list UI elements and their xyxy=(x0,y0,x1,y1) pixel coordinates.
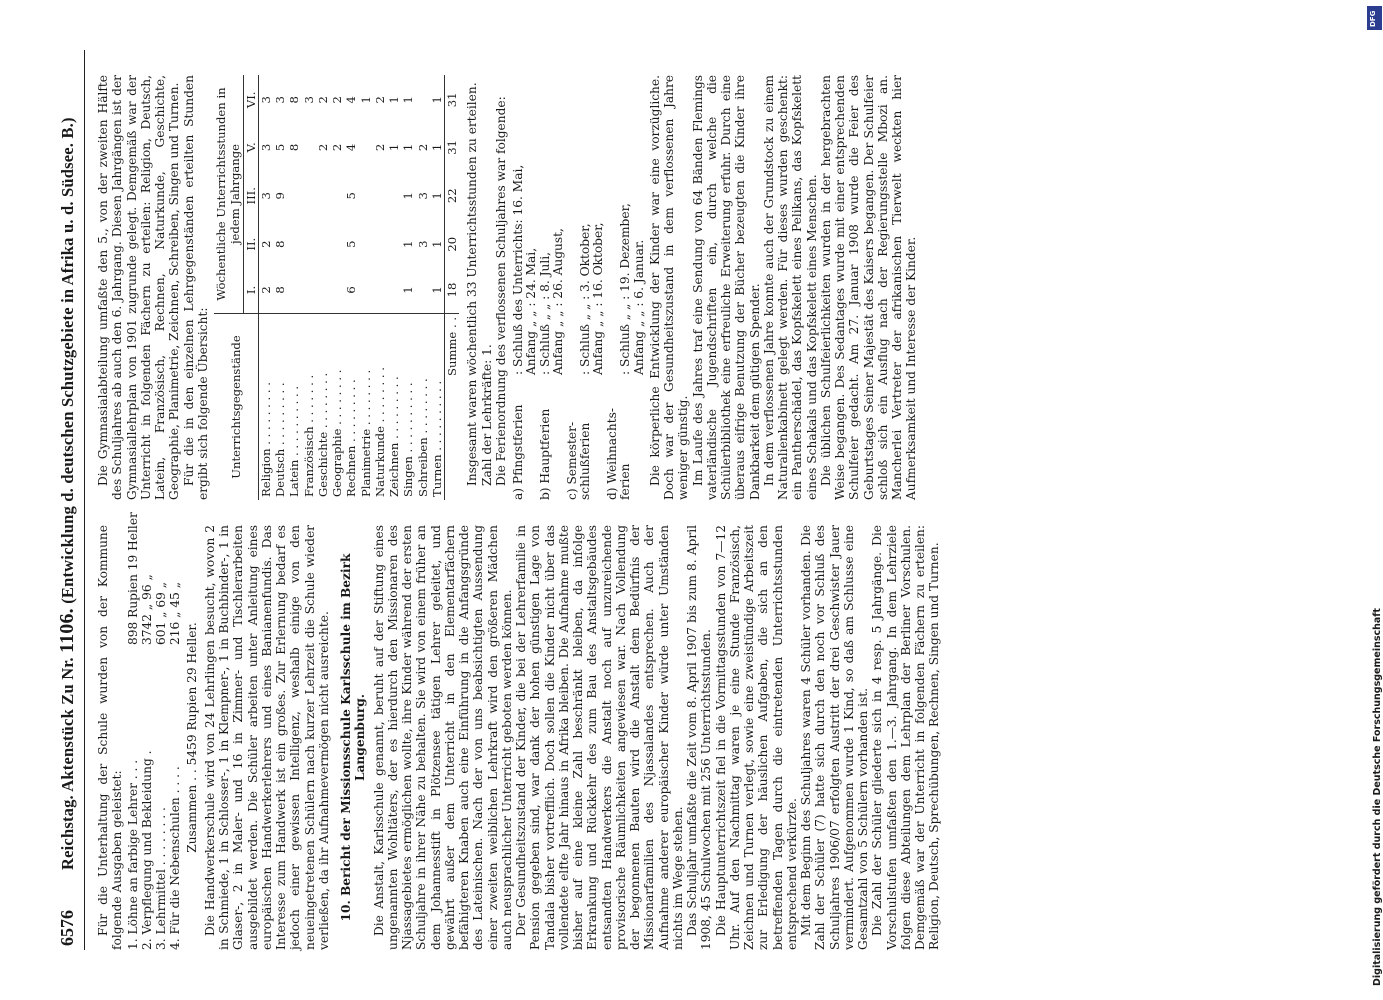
holiday-dates: : Schluß „ „ : 8. Juli, xyxy=(537,251,552,375)
cost-total: Zusammen . . 5459 Rupien 29 Heller. xyxy=(184,622,199,853)
hours-cell: 2 xyxy=(315,96,330,104)
hours-cell: 8 xyxy=(287,143,302,152)
holiday-dates: : Schluß „ „ : 3. Oktober, xyxy=(577,223,592,375)
holiday-row xyxy=(565,75,578,500)
holiday-row xyxy=(511,75,524,500)
title-pre: Reichstag. Aktenstück Zu Nr. xyxy=(58,657,77,870)
hours-cell xyxy=(330,267,344,314)
holiday-label xyxy=(551,375,564,500)
holiday-dates xyxy=(565,75,578,375)
subject-cell: Schreiben . . . . . . . . xyxy=(416,314,430,501)
holiday-label: ferien xyxy=(618,463,633,500)
hours-cell: 3 xyxy=(301,96,316,104)
holiday-list xyxy=(511,75,645,500)
paragraph-hauptunterricht: Die Hauptunterrichtszeit fiel in die Vormittagsstunden von 7—12 Uhr. Auf den Nachmittag waren je eine Stunde Französisch, Zeichnen und Turnen verlegt, sowie eine zweistündige Arbeitszeit zur Erledigung der häuslichen Aufgaben, die sich an den betreffenden Tagen durch die eintretenden Unterrichtsstunden entsprechend verkürzte. xyxy=(713,525,799,950)
hours-cell: 4 xyxy=(344,143,359,152)
hours-cell xyxy=(302,267,316,314)
holiday-dates: Anfang „ „ : 6. Januar. xyxy=(631,239,646,375)
holiday-label: c) Semester- xyxy=(564,421,579,500)
subject-cell: Geographie . . . . . . . . xyxy=(330,314,344,501)
subject-column-header: Unterrichtsgegenstände xyxy=(214,314,258,501)
hours-cell: 1 xyxy=(429,192,444,200)
table-row xyxy=(316,75,330,500)
hours-cell: 1 xyxy=(401,286,416,294)
cost-item: 1. Löhne an farbige Lehrer . . . xyxy=(125,759,140,950)
hours-cell xyxy=(359,125,373,170)
hours-cell xyxy=(330,221,344,266)
subject-cell: Deutsch . . . . . . . . . xyxy=(273,314,287,501)
hours-cell xyxy=(416,267,430,314)
hours-cell: 1 xyxy=(401,192,416,200)
cost-amount: 3742 „ 96 „ xyxy=(139,574,154,645)
cost-row xyxy=(168,525,182,950)
sum-label: Summe . . xyxy=(445,314,460,501)
holiday-dates: Anfang „ „ : 26. August, xyxy=(551,228,566,375)
table-row xyxy=(373,75,387,500)
holiday-dates: : Schluß „ „ : 19. Dezember, xyxy=(618,203,633,375)
hours-cell: 5 xyxy=(344,192,359,200)
cost-row xyxy=(140,525,154,950)
hours-cell: 2 xyxy=(372,143,387,152)
holiday-row xyxy=(524,75,537,500)
hours-cell: 1 xyxy=(429,240,444,248)
cost-item: 2. Verpflegung und Bekleidung . xyxy=(139,750,154,950)
hours-cell: 2 xyxy=(415,143,430,152)
holiday-label: a) Pfingstferien xyxy=(511,404,525,500)
hours-cell: 8 xyxy=(273,286,287,294)
subject-cell: Naturkunde . . . . . . . . xyxy=(373,314,387,501)
column-header: I. xyxy=(243,267,258,314)
table-row xyxy=(302,75,316,500)
hours-cell: 3 xyxy=(415,240,430,248)
table-row xyxy=(344,75,358,500)
paragraph-feierlichkeiten: Die üblichen Schulfeierlichkeiten wurden in der hergebrachten Weise begangen. Des Sedantages wurde mit einer entsprechenden Schulfeier gedacht. Am 27. Januar 1908 wurde die Feier des Geburtstages Seiner Majestät des Kaisers begangen. Der Schulfeier schloß sich ein Ausflug nach der Regierungsstelle Mbozi an. Mancherlei Vertreter der afrikanischen Tierwelt weckten hier Aufmerksamkeit und Interesse der Kinder. xyxy=(818,75,919,500)
page-number: 6576 xyxy=(57,910,77,946)
hours-cell xyxy=(316,170,330,221)
subject-cell: Religion . . . . . . . . . xyxy=(258,314,273,501)
hours-cell: 2 xyxy=(315,143,330,152)
hours-cell: 1 xyxy=(401,143,416,152)
group-header: Wöchentliche Unterrichtsstunden in jedem Jahrgange xyxy=(214,75,243,314)
cost-row xyxy=(154,525,168,950)
holiday-label xyxy=(591,375,604,500)
hours-cell xyxy=(287,267,301,314)
hours-cell: 3 xyxy=(258,96,273,104)
hours-cell xyxy=(316,221,330,266)
hours-cell: 2 xyxy=(372,96,387,104)
holiday-dates: Anfang „ „ : 16. Oktober, xyxy=(591,222,606,375)
sum-cell: 31 xyxy=(445,125,460,170)
dfg-logo-text: DFG xyxy=(1369,10,1377,27)
lesson-hours-table xyxy=(214,75,459,500)
hours-cell: 1 xyxy=(429,96,444,104)
hours-cell: 8 xyxy=(287,96,302,104)
holiday-row xyxy=(538,75,551,500)
hours-cell: 2 xyxy=(330,96,344,104)
table-row xyxy=(287,75,301,500)
hours-cell: 1 xyxy=(387,143,401,152)
table-row xyxy=(330,75,344,500)
cost-amount: 216 „ 45 „ xyxy=(168,581,183,645)
page-title xyxy=(56,117,78,870)
paragraph-gesundheit: Der Gesundheitszustand der Kinder, die bei der Lehrerfamilie in Pension gegeben sind, war dank der hohen günstigen Lage von Tandala bisher vortrefflich. Doch sollen die Kinder nicht über das vollendete elfte Jahr hinaus in Afrika bleiben. Die Aufnahme mußte bisher auf eine kleine Zahl beschränkt bleiben, da infolge Erkrankung und Rückkehr des zum Bau des Anstaltsgebäudes entsandten Handwerkers die Anstalt noch auf unzureichende provisorische Räumlichkeiten angewiesen war. Nach Vollendung der begonnenen Bauten wird die Anstalt dem Bedürfnis der Missionarfamilien des Njassalandes entsprechen. Auch der Aufnahme anderer europäischer Kinder würde unter Umständen nichts im Wege stehen. xyxy=(514,525,685,950)
hours-cell: 3 xyxy=(415,192,430,200)
hours-cell xyxy=(287,221,301,266)
holiday-label xyxy=(524,375,537,500)
hours-cell xyxy=(359,170,373,221)
subject-cell: Latein . . . . . . . . . . xyxy=(287,314,301,501)
paragraph-handwerker: Die Handwerkerschule wird von 24 Lehrlingen besucht, wovon 2 in Schmiede, 1 in Schlosser-, 1 in Klempner-, 1 in Buchbinder-, 1 in Glaser-, 2 in Maler- und 16 in Zimmer- und Tischlerarbeiten ausgebildet werden. Die Schüler arbeiten unter Anleitung eines europäischen Handwerkerlehrers und eines Banianenfundis. Das Interesse zum Handwerk ist ein großes. Zur Erlernung bedarf es jedoch einer gewissen Intelligenz, weshalb einige von den neueingetretenen Schülern nach kurzer Lehrzeit die Schule wieder verließen, da ihr Aufnahmevermögen nicht ausreichte. xyxy=(202,525,331,950)
hours-cell: 3 xyxy=(258,143,273,152)
hours-cell: 6 xyxy=(344,286,359,294)
table-row xyxy=(359,75,373,500)
hours-cell xyxy=(359,267,373,314)
page-header xyxy=(52,50,85,950)
title-post: (Entwicklung d. deutschen Schutzgebiete in Afrika u. d. Südsee. B.) xyxy=(58,117,77,604)
column-header: V. xyxy=(243,125,258,170)
hours-cell: 1 xyxy=(429,143,444,152)
hours-cell: 9 xyxy=(273,192,287,200)
hours-cell xyxy=(302,125,316,170)
paragraph-uebersicht: Für die in den einzelnen Lehrgegenständen erteilten Stunden ergibt sich folgende Übersicht: xyxy=(181,75,210,500)
holiday-label xyxy=(632,375,645,500)
column-header: VI. xyxy=(243,75,258,125)
table-row xyxy=(430,75,445,500)
rights-text: Digitalisierung gefördert durch die Deutsche Forschungsgemeinschaft xyxy=(1372,608,1383,986)
subject-cell: Zeichnen . . . . . . . . . xyxy=(387,314,401,501)
holiday-row xyxy=(632,75,645,500)
subject-cell: Turnen . . . . . . . . . . xyxy=(430,314,445,501)
document-page xyxy=(52,50,1322,950)
hours-cell: 1 xyxy=(387,96,401,104)
subject-cell: Planimetrie . . . . . . . . xyxy=(359,314,373,501)
cost-list xyxy=(125,512,183,950)
table-row xyxy=(416,75,430,500)
table-row xyxy=(401,75,415,500)
cost-row xyxy=(125,512,140,950)
cost-item: 4. Für die Nebenschulen . . . . xyxy=(168,766,183,950)
column-header: II. xyxy=(243,221,258,266)
holiday-label: b) Hauptferien xyxy=(537,408,552,500)
hours-cell xyxy=(373,221,387,266)
column-header: III. xyxy=(243,170,258,221)
hours-cell: 1 xyxy=(358,96,373,104)
paragraph-naturalien: In dem verflossenen Jahre konnte auch der Grundstock zu einem Naturalienkabinett gelegt werden. Für dieses wurden geschenkt: ein Pantherschädel, das Kopfskelett eines Pelikans, das Kopfskelett eines Schakals und das Kopfskelett eines Menschen. xyxy=(761,75,819,500)
hours-cell: 3 xyxy=(273,96,287,104)
holiday-row xyxy=(578,75,591,500)
hours-cell xyxy=(302,221,316,266)
table-row xyxy=(258,75,273,500)
table-header-row xyxy=(214,75,243,500)
cost-amount: 898 Rupien 19 Heller xyxy=(125,512,140,645)
title-number: 1106. xyxy=(56,608,78,654)
hours-cell xyxy=(330,170,344,221)
sum-cell: 20 xyxy=(445,221,460,266)
holiday-row xyxy=(618,75,631,500)
sum-cell: 31 xyxy=(445,75,460,125)
hours-cell: 1 xyxy=(429,286,444,294)
holiday-row xyxy=(591,75,604,500)
paragraph-schuljahr: Das Schuljahr umfaßte die Zeit vom 8. April 1907 bis zum 8. April 1908, 45 Schulwochen mit 256 Unterrichtsstunden. xyxy=(685,525,714,950)
hours-cell: 3 xyxy=(258,192,273,200)
hours-cell xyxy=(287,170,301,221)
holiday-row xyxy=(551,75,564,500)
hours-cell xyxy=(359,221,373,266)
table-body xyxy=(258,75,459,500)
intro-paragraph: Für die Unterhaltung der Schule wurden von der Kommune folgende Ausgaben geleistet: xyxy=(96,525,125,950)
hours-cell xyxy=(316,267,330,314)
sum-cell: 22 xyxy=(445,170,460,221)
hours-cell xyxy=(416,75,430,125)
subject-cell: Geschichte . . . . . . . . xyxy=(316,314,330,501)
hours-cell: 4 xyxy=(344,96,359,104)
hours-cell xyxy=(387,170,401,221)
hours-cell: 8 xyxy=(273,240,287,248)
subject-cell: Französisch . . . . . . . xyxy=(302,314,316,501)
hours-cell: 1 xyxy=(401,96,416,104)
cost-amount: 601 „ 69 „ xyxy=(154,581,168,645)
paragraph-koerper: Die körperliche Entwicklung der Kinder war eine vorzügliche. Doch war der Gesundheitszustand in dem verflossenen Jahre weniger günstig. xyxy=(647,75,691,500)
holiday-dates: : Schluß des Unterrichts: 16. Mai, xyxy=(511,164,525,375)
holiday-label: schlußferien xyxy=(577,422,592,500)
paragraph-anstalt: Die Anstalt, Karlsschule genannt, beruht auf der Stiftung eines ungenannten Wohltäters, der es hierdurch den Missionaren des Njassagebietes ermöglichen wollte, ihre Kinder während der ersten Schuljahre in ihrer Nähe zu behalten. Sie wird von einem früher an dem Johannesstift in Plötzensee tätigen Lehrer geleitet, und gewährt außer dem Unterricht in den Elementarfächern befähigteren Knaben auch eine Einführung in die Anfangsgründe des Lateinischen. Nach der von uns beabsichtigten Aussendung einer zweiten weiblichen Lehrkraft wird den größeren Mädchen auch neusprachlicher Unterricht geboten werden können. xyxy=(371,525,514,950)
section-heading-10: 10. Bericht der Missionsschule Karlsschule im Bezirk Langenburg. xyxy=(339,553,368,922)
paragraph-beginn: Mit dem Beginn des Schuljahres waren 4 Schüler vorhanden. Die Zahl der Schüler (7) hatte sich durch den noch vor Schluß des Schuljahres 1906/07 erfolgten Austritt der drei Geschwister Jauer vermindert. Aufgenommen wurde 1 Kind, so daß am Schlusse eine Gesamtzahl von 5 Schülern vorhanden ist. xyxy=(799,525,870,950)
hours-cell: 2 xyxy=(258,286,273,294)
paragraph-gymnasial: Die Gymnasialabteilung umfaßte den 5., von der zweiten Hälfte des Schuljahres ab auch den 6. Jahrgang. Diesen Jahrgängen ist der Gymnasiallehrplan von 1901 zugrunde gelegt. Demgemäß war der Unterricht in folgenden Fächern zu erteilen: Religion, Deutsch, Latein, Französisch, Rechnen, Naturkunde, Geschichte, Geographie, Planimetrie, Zeichnen, Schreiben, Singen und Turnen. xyxy=(96,75,182,500)
holiday-dates: Anfang „ „ : 24. Mai, xyxy=(524,247,539,375)
paragraph-ferien-intro: Die Ferienordnung des verflossenen Schuljahres war folgende: xyxy=(493,96,508,486)
paragraph-bibliothek: Im Laufe des Jahres traf eine Sendung von 64 Bänden Flemings vaterländische Jugendschriften ein, durch welche die Schülerbibliothek eine erfreuliche Erweiterung erfuhr. Durch eine überaus eifrige Benutzung der Bücher bezeugten die Kinder ihre Dankbarkeit dem gütigen Spender. xyxy=(690,75,762,500)
left-column xyxy=(96,512,942,950)
hours-cell xyxy=(387,221,401,266)
hours-cell xyxy=(387,267,401,314)
sum-cell: 18 xyxy=(445,267,460,314)
cost-item: 3. Lehrmittel . . . . . . . . xyxy=(154,807,168,950)
sum-row xyxy=(445,75,460,500)
dfg-logo xyxy=(1367,6,1382,30)
paragraph-jahrgaenge: Die Zahl der Schüler gliederte sich in 4 resp. 5 Jahrgänge. Die Vorschulstufen umfaßten den 1.—3. Jahrgang. In dem Lehrziele folgen diese Abteilungen dem Lehrplan der Berliner Vorschulen. Demgemäß war der Unterricht in folgenden Fächern zu erteilen: Religion, Deutsch, Sprechübungen, Rechnen, Singen und Turnen. xyxy=(870,525,942,950)
table-row xyxy=(387,75,401,500)
holiday-row xyxy=(605,75,618,500)
holiday-dates xyxy=(605,75,618,375)
subject-cell: Rechnen . . . . . . . . . xyxy=(344,314,358,501)
table-row xyxy=(273,75,287,500)
hours-cell xyxy=(302,170,316,221)
hours-cell xyxy=(373,267,387,314)
hours-cell xyxy=(373,170,387,221)
holiday-label: d) Weihnachts- xyxy=(604,408,619,500)
paragraph-insgesamt: Insgesamt waren wöchentlich 33 Unterrichtsstunden zu erteilen. xyxy=(465,82,480,486)
hours-cell: 5 xyxy=(344,240,359,248)
paragraph-lehrkraefte: Zahl der Lehrkräfte: 1. xyxy=(479,344,494,486)
hours-cell: 5 xyxy=(273,143,287,152)
hours-cell: 1 xyxy=(401,240,416,248)
hours-cell: 2 xyxy=(330,143,344,152)
right-column xyxy=(96,75,919,500)
rights-notice xyxy=(1355,6,1383,996)
hours-cell: 2 xyxy=(258,240,273,248)
subject-cell: Singen . . . . . . . . . . xyxy=(401,314,415,501)
